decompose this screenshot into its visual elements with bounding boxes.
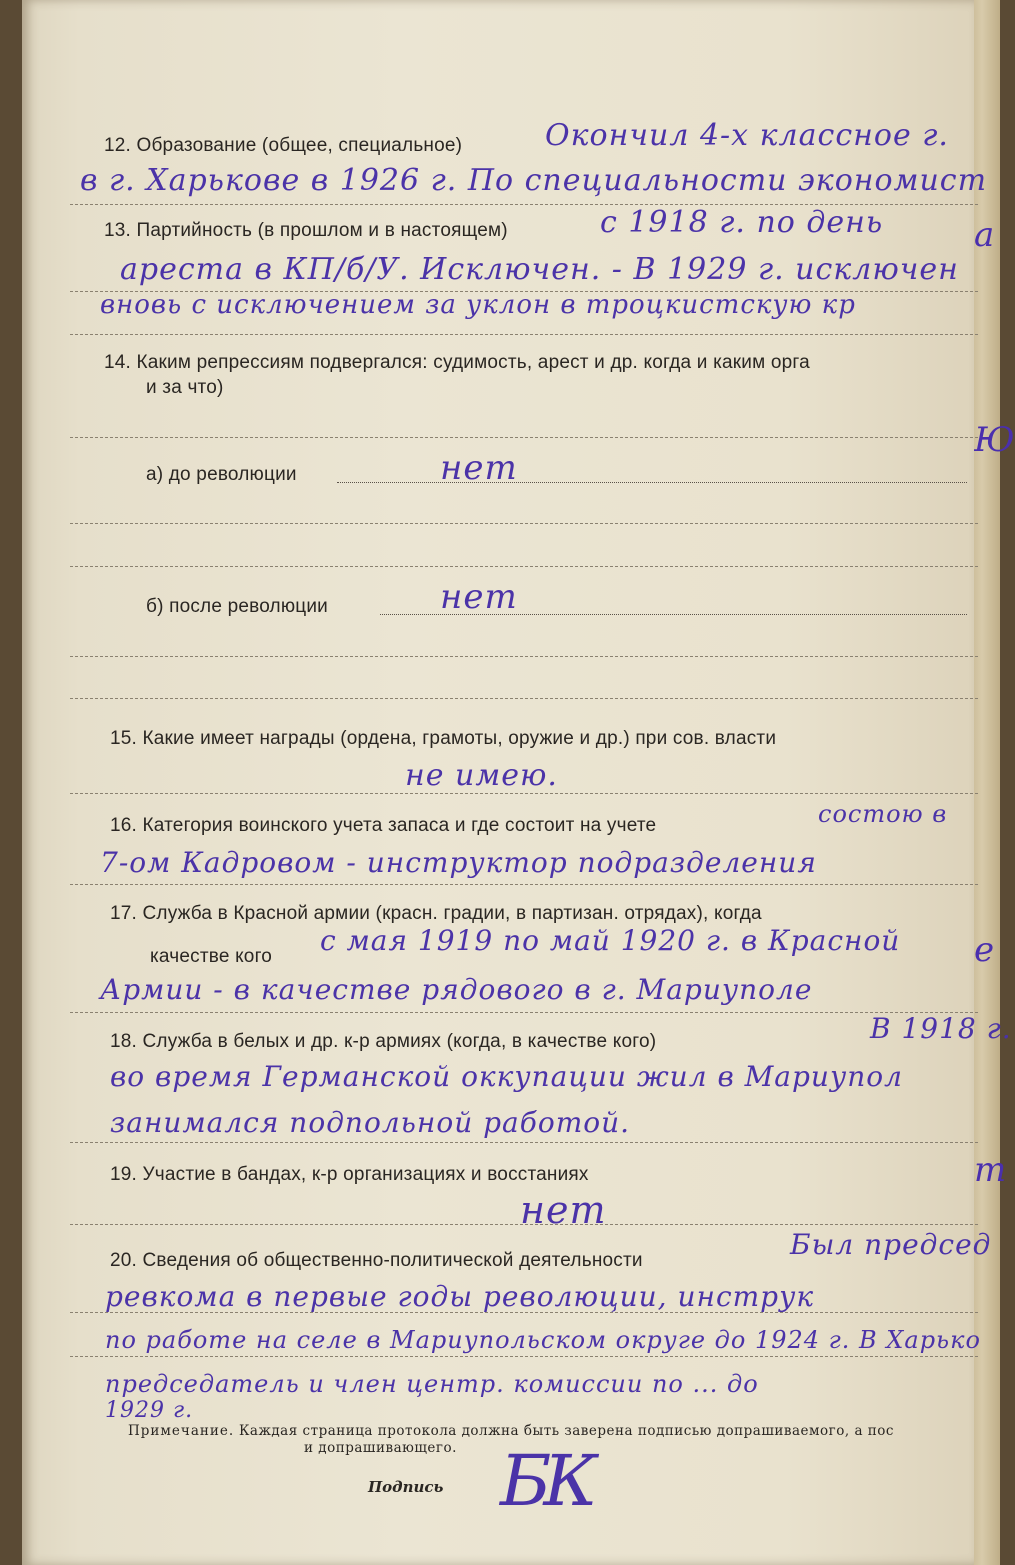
- q19-label: 19. Участие в бандах, к-р организациях и восстаниях: [110, 1164, 589, 1185]
- q12-label: 12. Образование (общее, специальное): [104, 135, 463, 156]
- rule: [70, 1312, 978, 1313]
- q13-answer: с 1918 г. по день: [600, 205, 884, 240]
- rule: [70, 698, 978, 699]
- q18-answer: В 1918 г.: [870, 1012, 1012, 1045]
- rule: [70, 884, 978, 885]
- answer-line: [337, 482, 967, 483]
- rule: [70, 1142, 978, 1143]
- rule: [70, 793, 978, 794]
- q18-answer-cont: во время Германской оккупации жил в Мариупол: [110, 1060, 903, 1093]
- footnote-text: Каждая страница протокола должна быть заверена подписью допрашиваемого, а пос: [238, 1423, 894, 1439]
- q17-label: 17. Служба в Красной армии (красн. градии, в партизан. отрядах), когда: [110, 903, 762, 924]
- signature-label: Подпись: [368, 1478, 444, 1496]
- q12-answer-cont: в г. Харькове в 1926 г. По специальности экономист: [80, 163, 988, 198]
- q16-label: 16. Категория воинского учета запаса и где состоит на учете: [110, 815, 657, 836]
- q14-label: 14. Каким репрессиям подвергался: судимость, арест и др. когда и каким орга: [104, 352, 810, 373]
- q14a-label: а) до революции: [146, 464, 297, 485]
- q13-label: 13. Партийность (в прошлом и в настоящем): [104, 220, 508, 241]
- rule: [70, 523, 978, 524]
- q14b-label: б) после революции: [146, 596, 328, 617]
- signature: БК: [500, 1440, 590, 1522]
- q13-answer-cont: ареста в КП/б/У. Исключен. - В 1929 г. исключен: [120, 252, 959, 287]
- next-page-edge: а Ю е т: [970, 0, 1000, 1565]
- q20-answer-cont-3: председатель и член центр. комиссии по ... до: [105, 1370, 759, 1398]
- rule: [70, 1356, 978, 1357]
- q16-answer: состою в: [818, 800, 948, 828]
- q16-answer-cont: 7-ом Кадровом - инструктор подразделения: [100, 846, 817, 879]
- q17-answer-cont: Армии - в качестве рядового в г. Мариуполе: [100, 973, 813, 1006]
- q20-answer-cont-4: 1929 г.: [105, 1398, 194, 1423]
- rule: [70, 334, 978, 335]
- q19-answer: нет: [520, 1188, 607, 1232]
- q12-answer: Окончил 4-х классное г.: [545, 118, 949, 153]
- rule: [70, 1012, 978, 1013]
- q14-label-cont: и за что): [146, 377, 224, 398]
- rule: [70, 437, 978, 438]
- q20-label: 20. Сведения об общественно-политической деятельности: [110, 1250, 643, 1271]
- footnote-text-cont: и допрашивающего.: [304, 1440, 457, 1456]
- footnote-lead: Примечание.: [128, 1423, 235, 1439]
- q18-answer-cont-2: занимался подпольной работой.: [110, 1106, 631, 1139]
- q18-label: 18. Служба в белых и др. к-р армиях (когда, в качестве кого): [110, 1031, 657, 1052]
- q15-label: 15. Какие имеет награды (ордена, грамоты, оружие и др.) при сов. власти: [110, 728, 777, 749]
- q20-answer-cont: ревкома в первые годы революции, инструк: [105, 1280, 815, 1313]
- q17-answer: с мая 1919 по май 1920 г. в Красной: [320, 924, 901, 957]
- q20-answer: Был председ: [790, 1228, 992, 1261]
- q20-answer-cont-2: по работе на селе в Мариупольском округе до 1924 г. В Харько: [105, 1326, 981, 1354]
- rule: [70, 656, 978, 657]
- q17-label-cont: качестве кого: [150, 946, 273, 967]
- q14a-answer: нет: [440, 448, 518, 488]
- q14b-answer: нет: [440, 577, 518, 617]
- rule: [70, 566, 978, 567]
- q13-answer-cont-2: вновь с исключением за уклон в троцкистскую кр: [100, 290, 856, 320]
- q15-answer: не имею.: [405, 758, 558, 793]
